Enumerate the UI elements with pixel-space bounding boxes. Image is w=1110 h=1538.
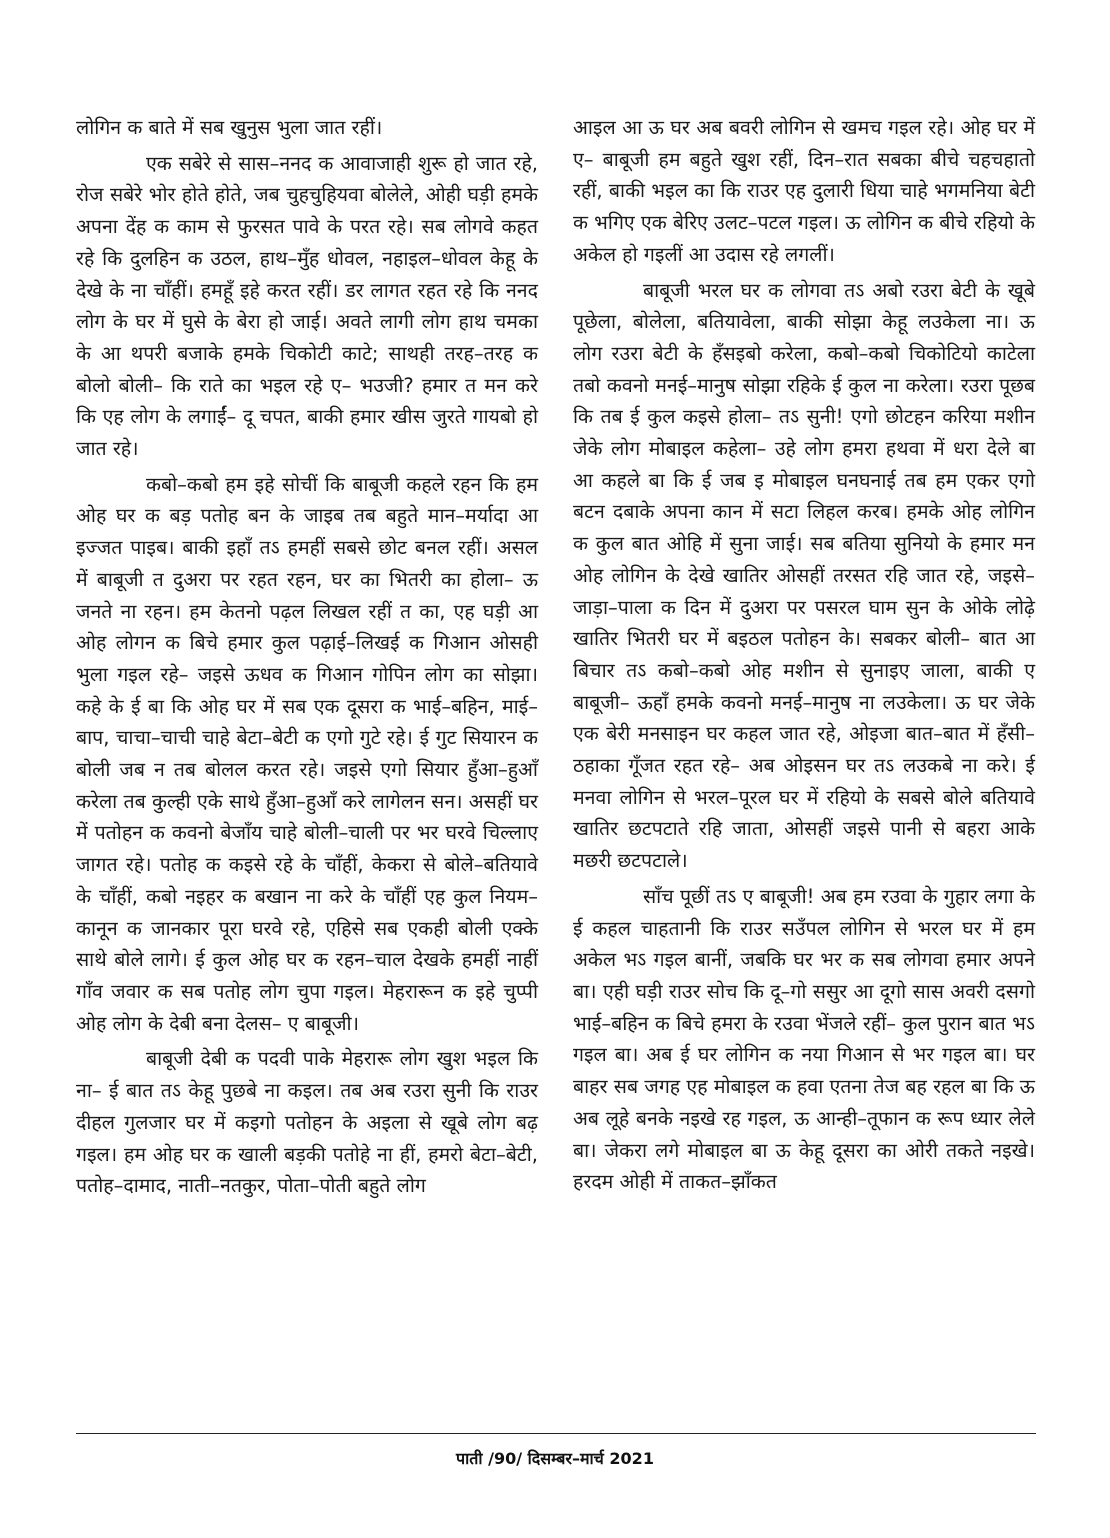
paragraph: बाबूजी भरल घर क लोगवा तऽ अबो रउरा बेटी के खूबे पूछेला, बोलेला, बतियावेला, बाकी सोझा केहू लउकेला ना। ऊ लोग रउरा बेटी के हँसइबो करेला, कबो–कबो चिकोटियो काटेला तबो कवनो मनई–मानुष सोझा रहिके ई कुल ना करेला। रउरा पूछब कि तब ई कुल कइसे होला– तऽ सुनी! एगो छोटहन करिया मशीन जेके लोग मोबाइल कहेला– उहे लोग हमरा हथवा में धरा देले बा आ कहले बा कि ई जब इ मोबाइल घनघनाई तब हम एकर एगो बटन दबाके अपना कान में सटा लिहल करब। हमके ओह लोगिन क कुल बात ओहि में सुना जाई। सब बतिया सुनियो के हमार मन ओह लोगिन के देखे खातिर ओसहीं तरसत रहि जात रहे, जइसे–जाड़ा–पाला क दिन में दुअरा पर पसरल घाम सुन के ओके लोढ़े खातिर भितरी घर में बइठल पतोहन के। सबकर बोली– बात आ बिचार तऽ कबो–कबो ओह मशीन से सुनाइए जाला, बाकी ए बाबूजी– ऊहाँ हमके कवनो मनई–मानुष ना लउकेला। ऊ घर जेके एक बेरी मनसाइन घर कहल जात रहे, ओइजा बात–बात में हँसी–ठहाका गूँजत रहत रहे– अब ओइसन घर तऽ लउकबे ना करे। ई मनवा लोगिन से भरल–पूरल घर में रहियो के सबसे बोले बतियावे खातिर छटपटाते रहि जाता, ओसहीं जइसे पानी से बहरा आके मछरी छटपटाले। xyxy=(573,278,1035,873)
paragraph: साँच पूछीं तऽ ए बाबूजी! अब हम रउवा के गुहार लगा के ई कहल चाहतानी कि राउर सउँपल लोगिन से भरल घर में हम अकेल भऽ गइल बानीं, जबकि घर भर क सब लोगवा हमार अपने बा। एही घड़ी राउर सोच कि दू–गो ससुर आ दूगो सास अवरी दसगो भाई–बहिन क बिचे हमरा के रउवा भेंजले रहीं– कुल पुरान बात भऽ गइल बा। अब ई घर लोगिन क नया गिआन से भर गइल बा। घर बाहर सब जगह एह मोबाइल क हवा एतना तेज बह रहल बा कि ऊ अब लूहे बनके नइखे रह गइल, ऊ आन्ही–तूफान क रूप ध्यार लेले बा। जेकरा लगे मोबाइल बा ऊ केहू दूसरा का ओरी तकते नइखे। हरदम ओही में ताकत–झाँकत xyxy=(573,884,1035,1194)
left-text-column xyxy=(76,112,538,1206)
paragraph: बाबूजी देबी क पदवी पाके मेहरारू लोग खुश भइल कि ना– ई बात तऽ केहू पुछबे ना कइल। तब अब रउरा सुनी कि राउर दीहल गुलजार घर में कइगो पतोहन के अइला से खूबे लोग बढ़ गइल। हम ओह घर क खाली बड़की पतोहे ना हीं, हमरो बेटा–बेटी, पतोह–दामाद, नाती–नतकुर, पोता–पोती बहुते लोग xyxy=(76,1047,538,1198)
paragraph: कबो–कबो हम इहे सोचीं कि बाबूजी कहले रहन कि हम ओह घर क बड़ पतोह बन के जाइब तब बहुते मान–मर्यादा आ इज्जत पाइब। बाकी इहाँ तऽ हमहीं सबसे छोट बनल रहीं। असल में बाबूजी त दुअरा पर रहत रहन, घर का भितरी का होला– ऊ जनते ना रहन। हम केतनो पढ़ल लिखल रहीं त का, एह घड़ी आ ओह लोगन क बिचे हमार कुल पढ़ाई–लिखई क गिआन ओसही भुला गइल रहे– जइसे ऊधव क गिआन गोपिन लोग का सोझा। कहे के ई बा कि ओह घर में सब एक दूसरा क भाई–बहिन, माई–बाप, चाचा–चाची चाहे बेटा–बेटी क एगो गुटे रहे। ई गुट सियारन क बोली जब न तब बोलल करत रहे। जइसे एगो सियार हुँआ–हुआँ करेला तब कुल्ही एके साथे हुँआ–हुआँ करे लागेलन सन। असहीं घर में पतोहन क कवनो बेजाँय चाहे बोली–चाली पर भर घरवे चिल्लाए जागत रहे। पतोह क कइसे रहे के चाँहीं, केकरा से बोले–बतियावे के चाँहीं, कबो नइहर क बखान ना करे के चाँहीं एह कुल नियम–कानून क जानकार पूरा घरवे रहे, एहिसे सब एकही बोली एक्के साथे बोले लागे। ई कुल ओह घर क रहन–चाल देखके हमहीं नाहीं गाँव जवार क सब पतोह लोग चुपा गइल। मेहरारून क इहे चुप्पी ओह लोग के देबी बना देलस– ए बाबूजी। xyxy=(76,472,538,1035)
right-text-column xyxy=(573,112,1035,1202)
paragraph: लोगिन क बाते में सब खुनुस भुला जात रहीं। xyxy=(76,116,383,139)
paragraph: आइल आ ऊ घर अब बवरी लोगिन से खमच गइल रहे। ओह घर में ए– बाबूजी हम बहुते खुश रहीं, दिन–रात सबका बीचे चहचहातो रहीं, बाकी भइल का कि राउर एह दुलारी धिया चाहे भगमनिया बेटी क भगिए एक बेरिए उलट–पटल गइल। ऊ लोगिन क बीचे रहियो के अकेल हो गइलीं आ उदास रहे लगलीं। xyxy=(573,116,1035,266)
page-footer: पाती /90/ दिसम्बर–मार्च 2021 xyxy=(456,1449,654,1468)
paragraph: एक सबेरे से सास–ननद क आवाजाही शुरू हो जात रहे, रोज सबेरे भोर होते होते, जब चुहचुहियवा बोलेले, ओही घड़ी हमके अपना देंह क काम से फुरसत पावे के परत रहे। सब लोगवे कहत रहे कि दुलहिन क उठल, हाथ–मुँह धोवल, नहाइल–धोवल केहू के देखे के ना चाँहीं। हमहूँ इहे करत रहीं। डर लागत रहत रहे कि ननद लोग के घर में घुसे के बेरा हो जाई। अवते लागी लोग हाथ चमका के आ थपरी बजाके हमके चिकोटी काटे; साथही तरह–तरह क बोलो बोली– कि राते का भइल रहे ए– भउजी? हमार त मन करे कि एह लोग के लगाईं– दू चपत, बाकी हमार खीस जुरते गायबो हो जात रहे। xyxy=(76,151,538,461)
footer-rule xyxy=(76,1433,1036,1434)
